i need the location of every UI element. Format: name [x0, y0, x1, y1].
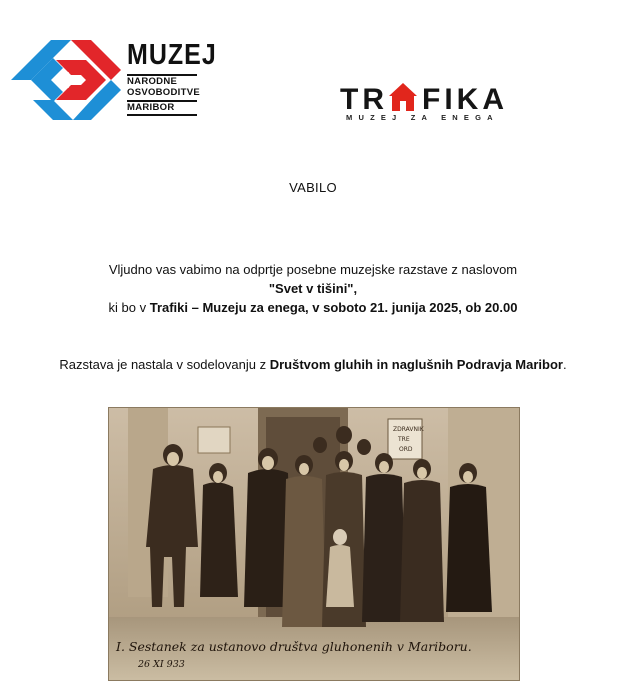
- house-icon: [388, 82, 418, 112]
- museum-emblem-icon: [11, 40, 121, 120]
- museum-logo-title: MUZEJ: [127, 38, 217, 72]
- trafika-wordmark: [340, 82, 508, 116]
- invitation-line-1: Vljudno vas vabimo na odprtje posebne muzejske razstave z naslovom: [108, 262, 518, 277]
- historic-group-photo: [108, 407, 520, 681]
- collab-prefix: Razstava je nastala v sodelovanju z: [59, 357, 270, 372]
- invitation-text: [0, 260, 626, 317]
- museum-logo-line-1: NARODNE: [127, 76, 178, 87]
- trafika-word-end: FIKA: [422, 83, 508, 116]
- photo-sign-line-3: ORD: [399, 446, 413, 453]
- exhibition-title: "Svet v tišini",: [268, 281, 358, 296]
- museum-logo: [11, 38, 217, 120]
- invitation-title: VABILO: [289, 180, 337, 195]
- trafika-word-start: TR: [340, 83, 388, 116]
- invitation-line-3-prefix: ki bo v: [108, 300, 150, 315]
- museum-logo-line-3: MARIBOR: [127, 102, 175, 113]
- trafika-logo: [340, 78, 570, 126]
- photo-caption: I. Sestanek za ustanovo društva gluhonenih v Mariboru.: [116, 639, 472, 654]
- museum-logo-line-2: OSVOBODITVE: [127, 87, 200, 98]
- venue-and-date: Trafiki – Muzeju za enega, v soboto 21. junija 2025, ob 20.00: [149, 300, 518, 315]
- photo-caption-date: 26 XI 933: [138, 659, 185, 670]
- invitation-line-3: [0, 298, 626, 317]
- trafika-subtitle: MUZEJ ZA ENEGA: [346, 113, 499, 122]
- collab-suffix: .: [562, 357, 567, 372]
- museum-logo-text: [127, 38, 217, 116]
- collab-partner: Društvom gluhih in naglušnih Podravja Maribor: [269, 357, 563, 372]
- photo-sign-line-1: ZDRAVNIK: [393, 426, 424, 433]
- photo-sign-line-2: TRE: [398, 436, 410, 443]
- museum-logo-rule-3: [127, 114, 197, 116]
- collaboration-note: [0, 357, 626, 372]
